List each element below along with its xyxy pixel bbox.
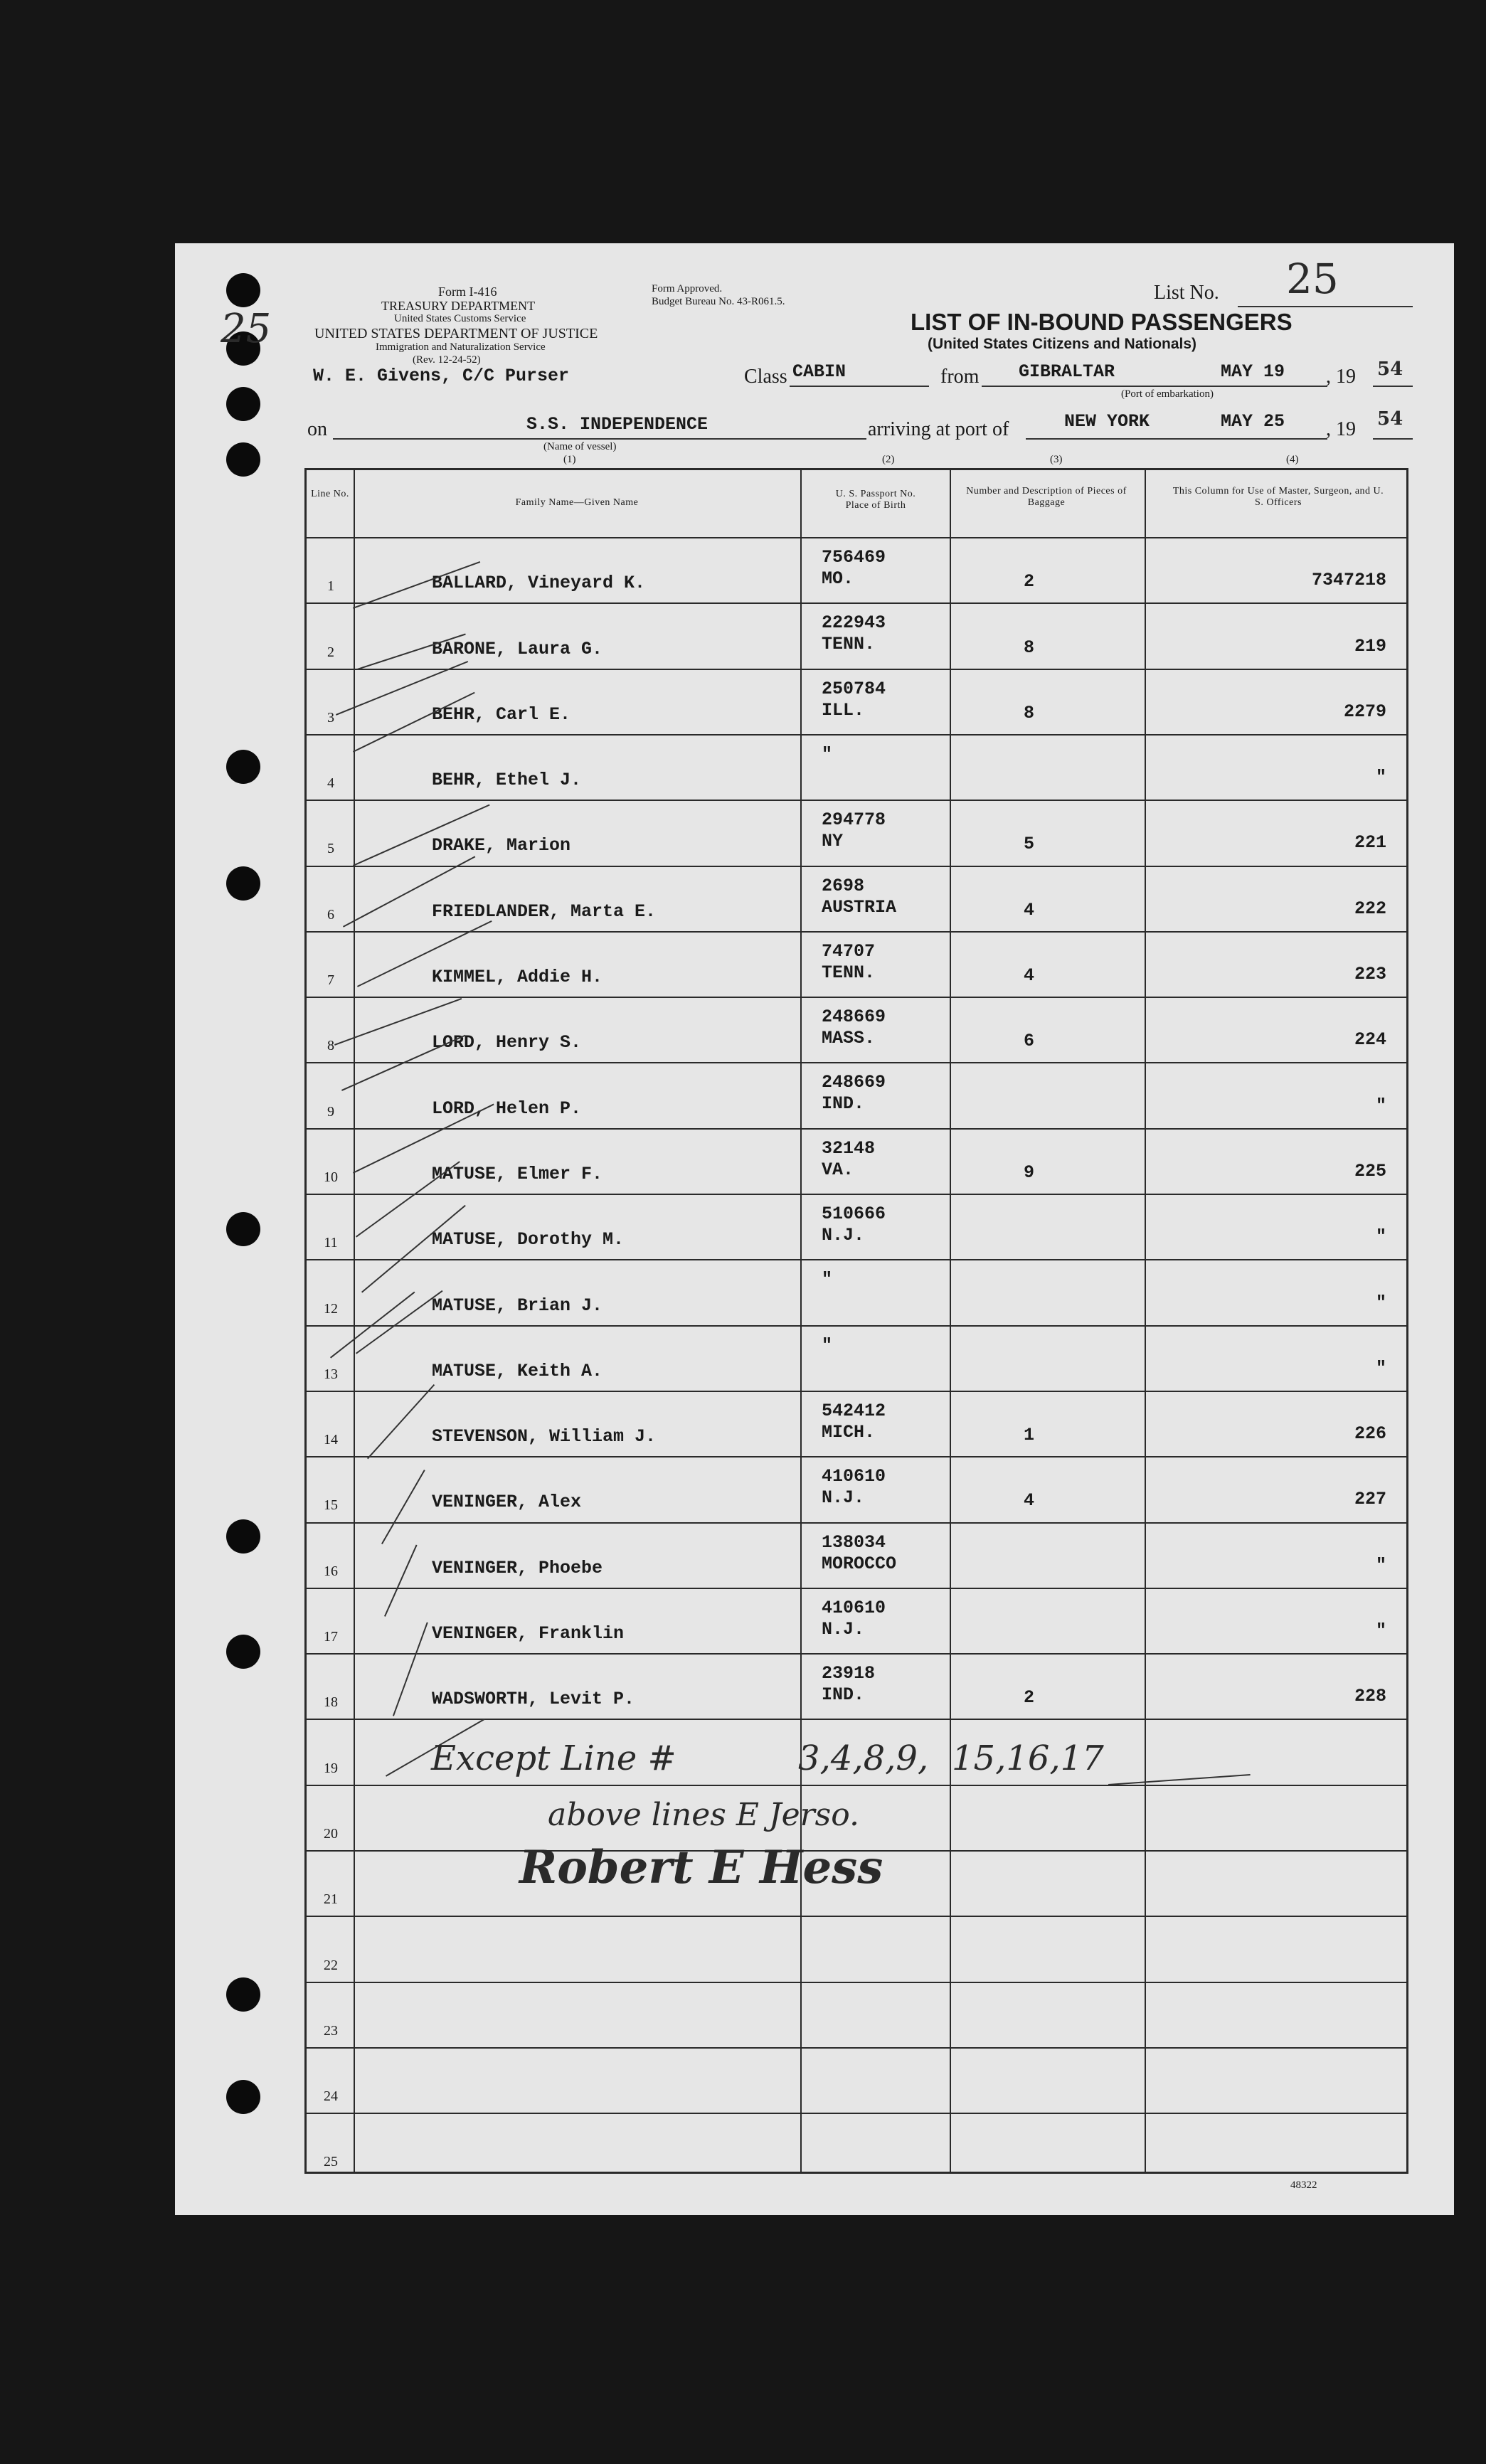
class-label: Class: [744, 366, 787, 388]
column-number: (2): [882, 454, 895, 465]
punch-hole: [226, 2080, 260, 2114]
table-row: [307, 800, 1406, 865]
baggage-count: 9: [1024, 1162, 1035, 1183]
passport-number: 250784: [822, 678, 886, 699]
page-subtitle: (United States Citizens and Nationals): [928, 336, 1197, 352]
passenger-name: MATUSE, Dorothy M.: [432, 1229, 625, 1250]
dept-justice: UNITED STATES DEPARTMENT OF JUSTICE: [314, 326, 598, 341]
table-row: [307, 734, 1406, 800]
official-number: 221: [1354, 832, 1386, 854]
table-row: [307, 1062, 1406, 1127]
passport-number: ": [822, 743, 833, 765]
official-number: 222: [1354, 898, 1386, 919]
header-passport: U. S. Passport No. Place of Birth: [835, 489, 916, 511]
line-number: 12: [324, 1300, 338, 1317]
passenger-table: [304, 468, 1408, 2174]
official-number: 7347218: [1311, 570, 1386, 591]
table-row: [307, 537, 1406, 602]
line-number: 22: [324, 1957, 338, 1973]
table-row: [307, 1391, 1406, 1456]
arrival-date: MAY 25: [1221, 411, 1285, 432]
place-of-birth: MICH.: [822, 1421, 876, 1443]
table-row: [307, 997, 1406, 1062]
punch-hole: [226, 1977, 260, 2012]
table-row: [307, 2113, 1406, 2178]
form-revision: (Rev. 12-24-52): [413, 354, 481, 366]
arrival-port: NEW YORK: [1064, 411, 1150, 432]
arriving-label: arriving at port of: [868, 418, 1009, 440]
list-no-label: List No.: [1154, 282, 1219, 304]
passenger-name: FRIEDLANDER, Marta E.: [432, 901, 657, 922]
table-row: [307, 1522, 1406, 1588]
place-of-birth: IND.: [822, 1684, 865, 1706]
punch-hole: [226, 387, 260, 421]
line-number: 16: [324, 1563, 338, 1579]
line-number: 24: [324, 2088, 338, 2105]
punch-hole: [226, 442, 260, 477]
baggage-count: 5: [1024, 834, 1035, 855]
passport-number: 74707: [822, 940, 876, 962]
passport-number: ": [822, 1334, 833, 1356]
year-prefix: , 19: [1326, 366, 1356, 388]
column-number: (1): [563, 454, 576, 465]
passport-number: 756469: [822, 547, 886, 568]
baggage-count: 4: [1024, 1490, 1035, 1512]
official-number: ": [1375, 1095, 1386, 1116]
official-number: 225: [1354, 1160, 1386, 1181]
table-row: [307, 1456, 1406, 1522]
line-number: 18: [324, 1694, 338, 1711]
line-number: 10: [324, 1169, 338, 1185]
line-number: 1: [327, 578, 334, 595]
departure-date: MAY 19: [1221, 361, 1285, 382]
handwritten-note: above lines E Jerso.: [548, 1797, 859, 1833]
table-row: [307, 602, 1406, 668]
line-number: 2: [327, 644, 334, 660]
place-of-birth: TENN.: [822, 634, 876, 655]
punch-hole: [226, 750, 260, 784]
baggage-count: 4: [1024, 965, 1035, 987]
table-row: [307, 669, 1406, 734]
header-baggage: Number and Description of Pieces of Baggage: [966, 486, 1127, 508]
line-number: 4: [327, 775, 334, 792]
budget-bureau: Budget Bureau No. 43-R061.5.: [652, 296, 785, 307]
baggage-count: 4: [1024, 899, 1035, 920]
passport-number: 542412: [822, 1400, 886, 1421]
header-officers-column: This Column for Use of Master, Surgeon, and U. S. Officers: [1172, 486, 1384, 508]
passport-number: 23918: [822, 1663, 876, 1684]
table-row: [307, 1259, 1406, 1324]
form-approved: Form Approved.: [652, 283, 723, 294]
dept-treasury: TREASURY DEPARTMENT: [381, 299, 536, 313]
place-of-birth: MOROCCO: [822, 1553, 897, 1574]
official-number: ": [1375, 1226, 1386, 1248]
official-number: 224: [1354, 1029, 1386, 1051]
purser-name: W. E. Givens, C/C Purser: [313, 366, 570, 386]
official-number: ": [1375, 767, 1386, 788]
passenger-name: LORD, Helen P.: [432, 1098, 582, 1119]
table-row: [307, 1982, 1406, 2047]
line-number: 6: [327, 906, 334, 923]
from-value: GIBRALTAR: [1019, 361, 1115, 382]
table-row: [307, 866, 1406, 931]
handwritten-line-numbers: 3,4,8,9,: [798, 1738, 929, 1778]
passport-number: 222943: [822, 612, 886, 634]
passenger-name: KIMMEL, Addie H.: [432, 967, 603, 988]
from-label: from: [940, 366, 980, 388]
line-number: 13: [324, 1366, 338, 1382]
place-of-birth: AUSTRIA: [822, 896, 897, 918]
class-value: CABIN: [792, 361, 847, 382]
line-number: 23: [324, 2022, 338, 2039]
line-number: 19: [324, 1760, 338, 1776]
punch-hole: [226, 866, 260, 901]
baggage-count: 2: [1024, 1687, 1035, 1709]
passenger-name: MATUSE, Keith A.: [432, 1360, 603, 1381]
punch-hole: [226, 273, 260, 307]
passenger-name: VENINGER, Phoebe: [432, 1557, 603, 1578]
passport-number: 248669: [822, 1072, 886, 1093]
place-of-birth: VA.: [822, 1159, 854, 1180]
punch-hole: [226, 1635, 260, 1669]
header-family-name: Family Name—Given Name: [515, 497, 639, 508]
line-number: 8: [327, 1038, 334, 1054]
passport-number: 410610: [822, 1466, 886, 1487]
passenger-name: MATUSE, Brian J.: [432, 1295, 603, 1316]
table-row: [307, 1653, 1406, 1719]
page-title: LIST OF IN-BOUND PASSENGERS: [911, 309, 1293, 335]
officer-signature: Robert E Hess: [519, 1841, 883, 1894]
handwritten-line-numbers: 15,16,17: [952, 1738, 1104, 1778]
column-number: (3): [1050, 454, 1063, 465]
vessel-name: S.S. INDEPENDENCE: [526, 414, 708, 435]
passenger-name: LORD, Henry S.: [432, 1032, 582, 1053]
passenger-name: DRAKE, Marion: [432, 835, 571, 856]
official-number: ": [1375, 1292, 1386, 1313]
line-number: 20: [324, 1825, 338, 1842]
line-number: 7: [327, 972, 334, 989]
place-of-birth: N.J.: [822, 1618, 865, 1640]
line-number: 9: [327, 1103, 334, 1120]
passport-number: 32148: [822, 1137, 876, 1159]
margin-note: 25: [221, 306, 272, 352]
official-number: ": [1375, 1357, 1386, 1379]
embarkation-note: (Port of embarkation): [1121, 388, 1214, 400]
handwritten-note: Except Line #: [431, 1738, 676, 1778]
footer-code: 48322: [1290, 2179, 1317, 2191]
passenger-name: VENINGER, Franklin: [432, 1623, 625, 1645]
official-number: 227: [1354, 1489, 1386, 1510]
official-number: ": [1375, 1554, 1386, 1576]
official-number: 226: [1354, 1423, 1386, 1445]
place-of-birth: ILL.: [822, 699, 865, 721]
passenger-name: BEHR, Carl E.: [432, 703, 571, 725]
departure-year: 54: [1377, 359, 1403, 380]
passport-number: 138034: [822, 1531, 886, 1553]
passport-number: 410610: [822, 1597, 886, 1618]
baggage-count: 8: [1024, 702, 1035, 723]
manifest-sheet: [175, 243, 1454, 2215]
baggage-count: 1: [1024, 1425, 1035, 1446]
table-row: [307, 2047, 1406, 2113]
column-number: (4): [1286, 454, 1299, 465]
passenger-name: MATUSE, Elmer F.: [432, 1163, 603, 1184]
passenger-name: WADSWORTH, Levit P.: [432, 1689, 635, 1710]
punch-hole: [226, 1519, 260, 1554]
table-row: [307, 1325, 1406, 1391]
dept-customs: United States Customs Service: [394, 313, 526, 324]
line-number: 5: [327, 841, 334, 857]
passport-number: 294778: [822, 809, 886, 831]
baggage-count: 6: [1024, 1031, 1035, 1052]
vessel-note: (Name of vessel): [543, 441, 617, 452]
passport-number: 248669: [822, 1007, 886, 1028]
place-of-birth: MO.: [822, 568, 854, 589]
passport-number: 2698: [822, 875, 865, 896]
official-number: 2279: [1343, 701, 1386, 722]
baggage-count: 2: [1024, 571, 1035, 593]
place-of-birth: NY: [822, 831, 844, 852]
passenger-name: STEVENSON, William J.: [432, 1426, 657, 1448]
official-number: ": [1375, 1620, 1386, 1642]
baggage-count: 8: [1024, 637, 1035, 658]
line-number: 3: [327, 709, 334, 726]
punch-hole: [226, 1212, 260, 1246]
year-prefix: , 19: [1326, 418, 1356, 440]
place-of-birth: IND.: [822, 1093, 865, 1115]
passenger-name: VENINGER, Alex: [432, 1492, 582, 1513]
passenger-name: BEHR, Ethel J.: [432, 770, 582, 791]
table-row: [307, 1588, 1406, 1653]
list-no-value: 25: [1286, 255, 1339, 303]
official-number: 223: [1354, 964, 1386, 985]
line-number: 17: [324, 1629, 338, 1645]
arrival-year: 54: [1377, 408, 1403, 430]
header-line-no: Line No.: [311, 489, 349, 499]
passport-number: 510666: [822, 1204, 886, 1224]
dept-ins: Immigration and Naturalization Service: [376, 341, 546, 353]
table-row: [307, 1194, 1406, 1259]
place-of-birth: N.J.: [822, 1225, 865, 1246]
official-number: 219: [1354, 635, 1386, 657]
line-number: 15: [324, 1497, 338, 1514]
passport-number: ": [822, 1269, 833, 1290]
form-number: Form I-416: [438, 285, 497, 299]
line-number: 11: [324, 1235, 338, 1251]
official-number: 228: [1354, 1686, 1386, 1707]
passenger-name: BALLARD, Vineyard K.: [432, 573, 646, 594]
table-row: [307, 1916, 1406, 1981]
line-number: 14: [324, 1432, 338, 1448]
table-row: [307, 931, 1406, 997]
place-of-birth: MASS.: [822, 1028, 876, 1049]
place-of-birth: N.J.: [822, 1487, 865, 1509]
on-label: on: [307, 418, 327, 440]
table-row: [307, 1128, 1406, 1194]
passenger-name: BARONE, Laura G.: [432, 638, 603, 659]
line-number: 21: [324, 1891, 338, 1908]
place-of-birth: TENN.: [822, 962, 876, 983]
line-number: 25: [324, 2154, 338, 2170]
